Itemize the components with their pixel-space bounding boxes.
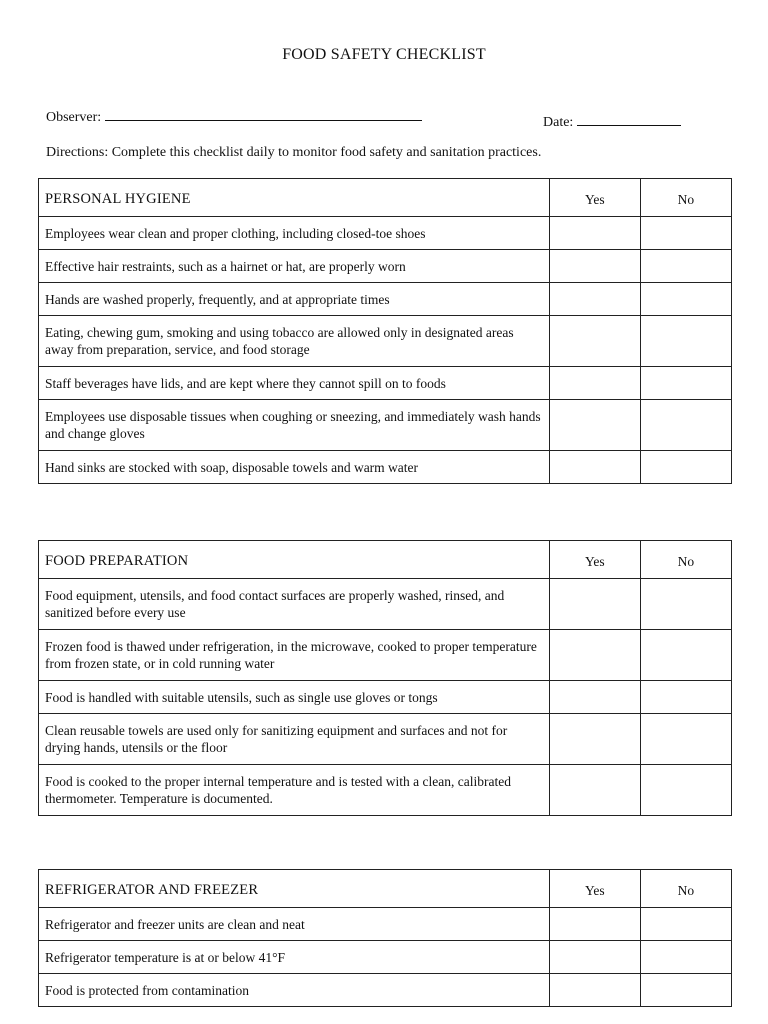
section-title: FOOD PREPARATION (39, 541, 550, 579)
yes-checkbox-cell[interactable] (549, 217, 640, 250)
yes-checkbox-cell[interactable] (549, 941, 640, 974)
no-checkbox-cell[interactable] (640, 400, 731, 451)
no-checkbox-cell[interactable] (640, 765, 731, 816)
checklist-item: Employees use disposable tissues when coughing or sneezing, and immediately wash hands and change gloves (39, 400, 550, 451)
no-checkbox-cell[interactable] (640, 714, 731, 765)
no-checkbox-cell[interactable] (640, 681, 731, 714)
no-checkbox-cell[interactable] (640, 283, 731, 316)
yes-checkbox-cell[interactable] (549, 400, 640, 451)
personal-hygiene-table (38, 178, 732, 484)
yes-checkbox-cell[interactable] (549, 681, 640, 714)
no-checkbox-cell[interactable] (640, 941, 731, 974)
yes-checkbox-cell[interactable] (549, 974, 640, 1007)
yes-column-header: Yes (549, 870, 640, 908)
yes-column-header: Yes (549, 541, 640, 579)
section-header-row (39, 870, 732, 908)
checklist-row (39, 908, 732, 941)
checklist-item: Eating, chewing gum, smoking and using tobacco are allowed only in designated areas away from preparation, service, and food storage (39, 316, 550, 367)
yes-checkbox-cell[interactable] (549, 451, 640, 484)
checklist-item: Food equipment, utensils, and food contact surfaces are properly washed, rinsed, and sanitized before every use (39, 579, 550, 630)
section-header-row (39, 541, 732, 579)
checklist-item: Employees wear clean and proper clothing, including closed-toe shoes (39, 217, 550, 250)
yes-checkbox-cell[interactable] (549, 908, 640, 941)
date-label: Date: (543, 115, 574, 130)
no-column-header: No (640, 541, 731, 579)
checklist-row (39, 714, 732, 765)
checklist-item: Effective hair restraints, such as a hairnet or hat, are properly worn (39, 250, 550, 283)
no-checkbox-cell[interactable] (640, 974, 731, 1007)
yes-checkbox-cell[interactable] (549, 250, 640, 283)
no-column-header: No (640, 179, 731, 217)
checklist-row (39, 630, 732, 681)
checklist-row (39, 765, 732, 816)
no-checkbox-cell[interactable] (640, 630, 731, 681)
checklist-row (39, 217, 732, 250)
no-checkbox-cell[interactable] (640, 316, 731, 367)
no-checkbox-cell[interactable] (640, 451, 731, 484)
page-title: FOOD SAFETY CHECKLIST (282, 46, 486, 63)
checklist-item: Hands are washed properly, frequently, and at appropriate times (39, 283, 550, 316)
date-field (543, 111, 681, 131)
food-preparation-table (38, 540, 732, 816)
yes-checkbox-cell[interactable] (549, 283, 640, 316)
checklist-item: Food is cooked to the proper internal temperature and is tested with a clean, calibrated thermometer. Temperature is documented. (39, 765, 550, 816)
yes-checkbox-cell[interactable] (549, 714, 640, 765)
checklist-item: Clean reusable towels are used only for sanitizing equipment and surfaces and not for drying hands, utensils or the floor (39, 714, 550, 765)
checklist-item: Refrigerator temperature is at or below 41°F (39, 941, 550, 974)
no-column-header: No (640, 870, 731, 908)
no-checkbox-cell[interactable] (640, 217, 731, 250)
checklist-row (39, 367, 732, 400)
observer-blank-line[interactable] (105, 106, 422, 121)
checklist-row (39, 941, 732, 974)
directions-text: Directions: Complete this checklist daily to monitor food safety and sanitation practices. (46, 145, 542, 160)
section-title: PERSONAL HYGIENE (39, 179, 550, 217)
checklist-item: Frozen food is thawed under refrigeration, in the microwave, cooked to proper temperature from frozen state, or in cold running water (39, 630, 550, 681)
checklist-row (39, 400, 732, 451)
yes-column-header: Yes (549, 179, 640, 217)
checklist-row (39, 250, 732, 283)
checklist-item: Food is protected from contamination (39, 974, 550, 1007)
refrigerator-freezer-table (38, 869, 732, 1007)
no-checkbox-cell[interactable] (640, 367, 731, 400)
section-header-row (39, 179, 732, 217)
observer-field (46, 106, 422, 126)
checklist-row (39, 681, 732, 714)
observer-label: Observer: (46, 110, 102, 125)
section-title: REFRIGERATOR AND FREEZER (39, 870, 550, 908)
checklist-item: Hand sinks are stocked with soap, disposable towels and warm water (39, 451, 550, 484)
yes-checkbox-cell[interactable] (549, 630, 640, 681)
checklist-item: Food is handled with suitable utensils, such as single use gloves or tongs (39, 681, 550, 714)
checklist-row (39, 579, 732, 630)
yes-checkbox-cell[interactable] (549, 765, 640, 816)
date-blank-line[interactable] (577, 111, 681, 126)
checklist-row (39, 451, 732, 484)
checklist-row (39, 316, 732, 367)
checklist-row (39, 974, 732, 1007)
no-checkbox-cell[interactable] (640, 908, 731, 941)
checklist-item: Staff beverages have lids, and are kept where they cannot spill on to foods (39, 367, 550, 400)
yes-checkbox-cell[interactable] (549, 579, 640, 630)
checklist-item: Refrigerator and freezer units are clean and neat (39, 908, 550, 941)
checklist-row (39, 283, 732, 316)
no-checkbox-cell[interactable] (640, 579, 731, 630)
no-checkbox-cell[interactable] (640, 250, 731, 283)
yes-checkbox-cell[interactable] (549, 316, 640, 367)
yes-checkbox-cell[interactable] (549, 367, 640, 400)
